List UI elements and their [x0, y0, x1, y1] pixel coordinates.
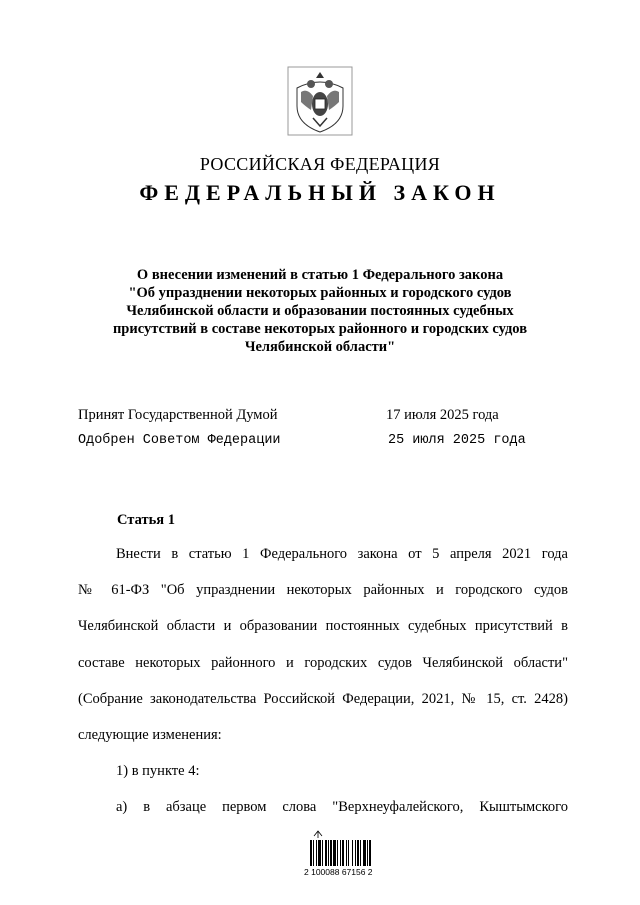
title-line: Челябинской области" [244, 339, 396, 355]
title-line: присутствий в составе некоторых районного и городских судов [112, 321, 528, 337]
body-line: Внести в статью 1 Федерального закона от 5 апреля 2021 года [116, 546, 568, 562]
title-line: О внесении изменений в статью 1 Федерального закона [136, 267, 504, 283]
law-title [60, 266, 580, 356]
body-line: а) в абзаце первом слова "Верхнеуфалейского, Кыштымского [116, 799, 568, 816]
body-line: № 61-ФЗ "Об упразднении некоторых районных и городского судов [78, 582, 568, 599]
law-type-heading: ФЕДЕРАЛЬНЫЙ ЗАКОН [139, 180, 501, 205]
body-line: следующие изменения: [78, 727, 222, 744]
article-body [78, 536, 568, 826]
body-line: (Собрание законодательства Российской Федерации, 2021, № 15, ст. 2428) [78, 690, 568, 707]
body-line: 1) в пункте 4: [116, 763, 200, 780]
coat-of-arms-icon [287, 66, 353, 136]
title-line: Челябинской области и образовании постоянных судебных [126, 303, 514, 319]
barcode-icon [304, 828, 388, 866]
article-heading: Статья 1 [117, 512, 175, 528]
title-line: "Об упразднении некоторых районных и городского судов [128, 285, 512, 301]
council-approval-label: Одобрен Советом Федерации [78, 433, 281, 448]
barcode-number: 2 100088 67156 2 [304, 867, 373, 877]
duma-adoption-label: Принят Государственной Думой [78, 407, 278, 423]
council-approval-date: 25 июля 2025 года [388, 433, 526, 448]
country-name: РОССИЙСКАЯ ФЕДЕРАЦИЯ [199, 154, 441, 174]
document-barcode [304, 828, 388, 877]
body-line: Челябинской области и образовании постоянных судебных присутствий в [78, 618, 568, 635]
body-line: составе некоторых районного и городских судов Челябинской области" [78, 654, 568, 671]
duma-adoption-date: 17 июля 2025 года [386, 407, 499, 423]
